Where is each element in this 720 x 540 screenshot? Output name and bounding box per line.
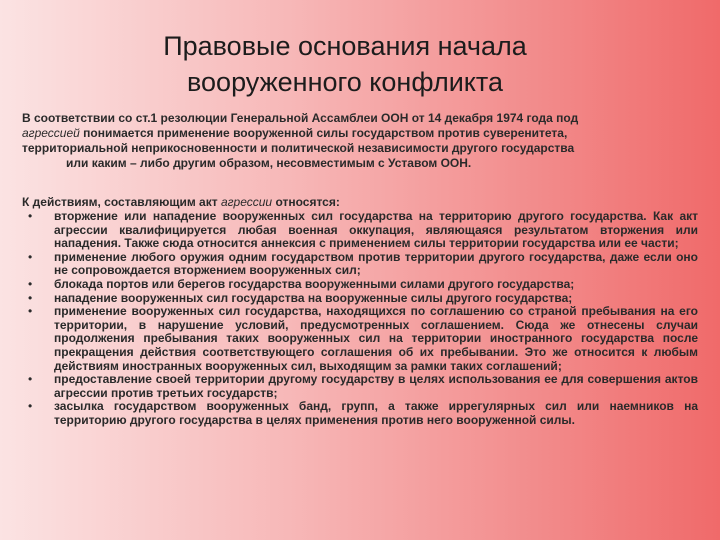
list-item: [22, 278, 698, 292]
bullet-icon: •: [28, 372, 33, 387]
bullet-icon: •: [28, 290, 33, 305]
bullet-icon: •: [28, 399, 33, 414]
intro-line-4: или каким – либо другим образом, несовместимым с Уставом ООН.: [66, 156, 472, 170]
list-item: [22, 400, 698, 427]
term-aggression: агрессией: [22, 126, 80, 140]
list-item-text: применение вооруженных сил государства, находящихся по соглашению со страной пребывания на его территории, в нарушение условий, предусмотренных соглашением. Сюда же отнесены случаи продолжения пребывания таких вооруженных сил на территории иностранного государства после прекращения действия соответствующего соглашения об их пребывании. Это же относится к любым действиям иностранных вооруженных сил, выходящим за рамки таких соглашений;: [54, 304, 698, 373]
list-item: [22, 305, 698, 373]
list-item: [22, 292, 698, 306]
lead-after: относятся:: [272, 195, 340, 209]
intro-line-1: В соответствии со ст.1 резолюции Генеральной Ассамблеи ООН от 14 декабря 1974 года под: [22, 111, 579, 125]
slide-title: Правовые основания начала вооруженного конфликта: [163, 31, 527, 97]
list-item-text: нападение вооруженных сил государства на вооруженные силы другого государства;: [54, 290, 573, 305]
list-lead: [22, 195, 698, 209]
bullet-icon: •: [28, 276, 33, 291]
lead-before: К действиям, составляющим акт: [22, 195, 221, 209]
aggression-acts-list: [22, 210, 698, 428]
list-item: [22, 251, 698, 278]
list-item-text: вторжение или нападение вооруженных сил государства на территорию другого государства. Как акт агрессии квалифицируется любая военная оккупация, являющаяся результатом вторжения или нападения. Также сюда относится аннексия с применением силы территории государства или ее части;: [54, 209, 698, 251]
lead-term: агрессии: [220, 195, 273, 209]
list-item-text: засылка государством вооруженных банд, групп, а также иррегулярных сил или наемников на территорию другого государства в целях применения против него вооруженной силы.: [54, 399, 698, 427]
list-item: [22, 373, 698, 400]
bullet-icon: •: [28, 209, 33, 223]
list-item-text: блокада портов или берегов государства вооруженными силами другого государства;: [54, 276, 575, 291]
intro-line-3: территориальной неприкосновенности и политической независимости другого государства: [22, 141, 575, 155]
intro-paragraph: [22, 111, 698, 171]
bullet-icon: •: [28, 304, 33, 319]
list-item: [22, 210, 698, 251]
bullet-icon: •: [28, 249, 33, 264]
intro-line-2: [22, 126, 698, 141]
list-item-text: предоставление своей территории другому государству в целях использования ее для совершения актов агрессии против третьих государств;: [54, 372, 698, 400]
intro-line-2-rest: понимается применение вооруженной силы государством против суверенитета,: [79, 126, 568, 140]
list-item-text: применение любого оружия одним государством против территории другого государства, даже если оно не сопровождается вторжением вооруженных сил;: [54, 249, 698, 278]
